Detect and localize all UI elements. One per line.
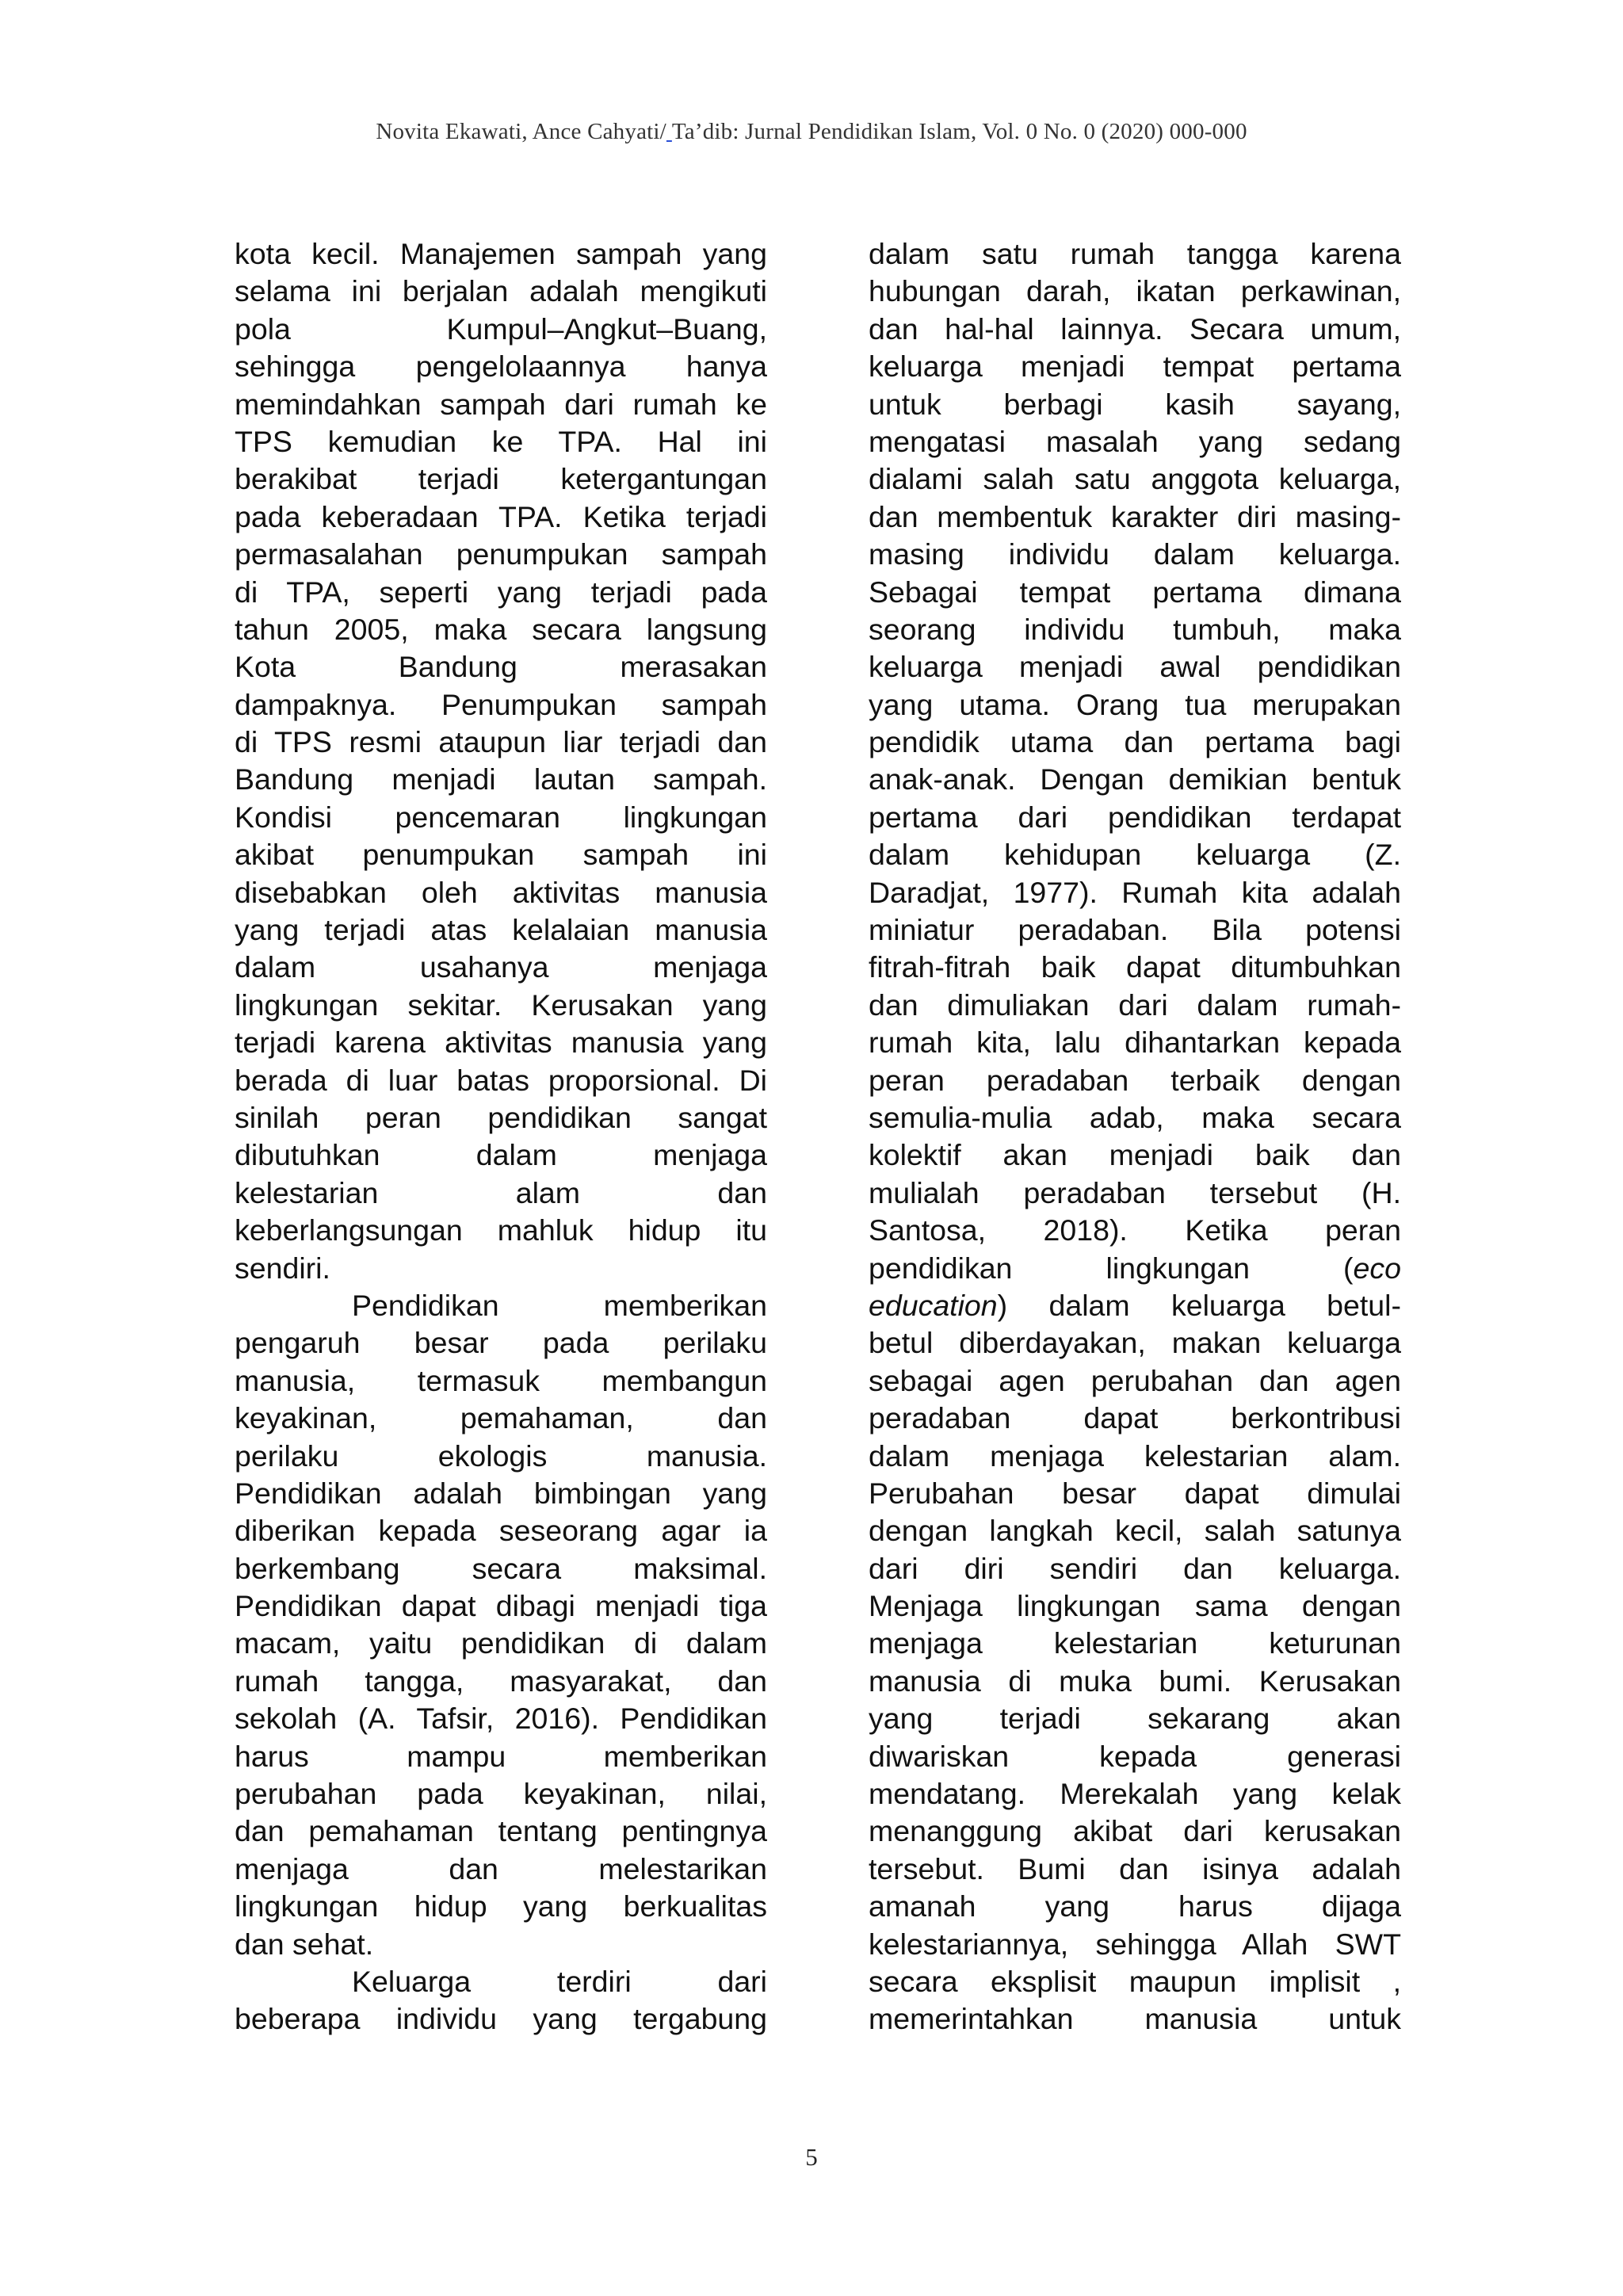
line-text: berkembang secara maksimal. <box>235 1551 767 1585</box>
running-header <box>0 119 1623 145</box>
line-text: berakibat terjadi ketergantungan <box>235 462 767 496</box>
line-text: mendatang. Merekalah yang kelak <box>869 1777 1401 1811</box>
text-line <box>235 348 767 385</box>
text-line <box>235 1550 767 1587</box>
text-line <box>235 1062 767 1099</box>
line-text: keluarga menjadi tempat pertama <box>869 350 1401 384</box>
text-line <box>235 1587 767 1625</box>
text-line <box>235 1099 767 1137</box>
line-text: sinilah peran pendidikan sangat <box>235 1100 767 1134</box>
line-text: kelestarian alam dan <box>235 1175 767 1209</box>
line-text: disebabkan oleh aktivitas manusia <box>235 875 767 909</box>
text-line <box>869 1400 1401 1437</box>
line-text: perubahan pada keyakinan, nilai, <box>235 1777 767 1811</box>
text-line <box>235 686 767 724</box>
text-line <box>869 1700 1401 1737</box>
text-line <box>869 1362 1401 1400</box>
text-line <box>869 386 1401 423</box>
text-line <box>235 1137 767 1174</box>
line-text: fitrah-fitrah baik dapat ditumbuhkan <box>869 950 1401 984</box>
line-text: seorang individu tumbuh, maka <box>869 612 1401 646</box>
line-text: kolektif akan menjadi baik dan <box>869 1138 1401 1172</box>
line-text: sekolah (A. Tafsir, 2016). Pendidikan <box>235 1702 767 1736</box>
text-line <box>235 1926 767 1963</box>
line-text: manusia, termasuk membangun <box>235 1363 767 1397</box>
text-line <box>235 1813 767 1850</box>
text-line <box>869 611 1401 648</box>
line-text: di TPA, seperti yang terjadi pada <box>235 575 767 609</box>
text-line <box>235 1212 767 1249</box>
text-line <box>235 648 767 686</box>
text-line <box>869 1888 1401 1925</box>
line-text: Pendidikan dapat dibagi menjadi tiga <box>235 1589 767 1623</box>
line-text: pendidik utama dan pertama bagi <box>869 725 1401 759</box>
line-text: berada di luar batas proporsional. Di <box>235 1063 767 1097</box>
line-text: kota kecil. Manajemen sampah yang <box>235 237 767 270</box>
text-line <box>235 1287 767 1324</box>
text-line <box>869 348 1401 385</box>
text-line <box>235 1738 767 1775</box>
text-line <box>235 2000 767 2038</box>
header-journal-citation: Ta’dib: Jurnal Pendidikan Islam, Vol. 0 No. 0 (2020) 000-000 <box>671 119 1247 144</box>
line-text: miniatur peradaban. Bila potensi <box>869 913 1401 947</box>
text-line <box>235 1963 767 2000</box>
text-line <box>869 799 1401 836</box>
line-text: kelestariannya, sehingga Allah SWT <box>869 1927 1401 1961</box>
text-line <box>869 761 1401 798</box>
line-text: menjaga kelestarian keturunan <box>869 1626 1401 1660</box>
text-line <box>869 574 1401 611</box>
line-text: secara eksplisit maupun implisit , <box>869 1964 1401 1998</box>
text-line <box>235 799 767 836</box>
line-text: diwariskan kepada generasi <box>869 1739 1401 1773</box>
line-text: TPS kemudian ke TPA. Hal ini <box>235 424 767 458</box>
line-text: memerintahkan manusia untuk <box>869 2002 1401 2036</box>
line-text: akibat penumpukan sampah ini <box>235 838 767 872</box>
line-text: untuk berbagi kasih sayang, <box>869 387 1401 421</box>
line-text: dan hal-hal lainnya. Secara umum, <box>869 311 1401 346</box>
text-line <box>869 874 1401 911</box>
text-line <box>235 1851 767 1888</box>
text-line <box>869 2000 1401 2038</box>
line-text: masing individu dalam keluarga. <box>869 537 1401 571</box>
line-text: dari diri sendiri dan keluarga. <box>869 1551 1401 1585</box>
text-line <box>235 1438 767 1475</box>
text-line <box>869 1062 1401 1099</box>
line-text: pertama dari pendidikan terdapat <box>869 800 1401 834</box>
text-line <box>869 1663 1401 1700</box>
text-line <box>869 1738 1401 1775</box>
line-text: yang terjadi sekarang akan <box>869 1702 1401 1736</box>
text-line <box>869 1475 1401 1512</box>
text-line <box>235 987 767 1024</box>
text-line <box>235 1625 767 1662</box>
header-separator-link[interactable] <box>666 119 672 144</box>
text-line <box>235 386 767 423</box>
line-text: menanggung akibat dari kerusakan <box>869 1814 1401 1848</box>
text-line <box>869 648 1401 686</box>
line-text: dan sehat. <box>235 1927 374 1961</box>
text-line <box>235 949 767 986</box>
line-text: selama ini berjalan adalah mengikuti <box>235 274 767 308</box>
line-text: pola Kumpul–Angkut–Buang, <box>235 311 767 346</box>
text-line <box>869 499 1401 536</box>
line-text: rumah kita, lalu dihantarkan kepada <box>869 1026 1401 1060</box>
line-text: pendidikan lingkungan ( <box>869 1251 1354 1285</box>
line-text: lingkungan hidup yang berkualitas <box>235 1889 767 1924</box>
text-line <box>869 1287 1401 1324</box>
line-text: menjaga dan melestarikan <box>235 1851 767 1885</box>
text-line <box>235 1175 767 1212</box>
right-text-column <box>869 235 1401 2038</box>
text-line <box>869 1963 1401 2000</box>
line-text: keberlangsungan mahluk hidup itu <box>235 1213 767 1247</box>
text-line <box>235 911 767 949</box>
text-line <box>235 611 767 648</box>
line-text: hubungan darah, ikatan perkawinan, <box>869 274 1401 308</box>
line-text: pada keberadaan TPA. Ketika terjadi <box>235 499 767 533</box>
line-text: dengan langkah kecil, salah satunya <box>869 1514 1401 1548</box>
text-line <box>869 1775 1401 1813</box>
text-line <box>235 761 767 798</box>
line-text: beberapa individu yang tergabung <box>235 2002 767 2036</box>
line-text: dan pemahaman tentang pentingnya <box>235 1814 767 1848</box>
text-line <box>869 1550 1401 1587</box>
line-text: manusia di muka bumi. Kerusakan <box>869 1664 1401 1698</box>
text-line <box>869 1813 1401 1850</box>
text-line <box>235 1324 767 1362</box>
line-text: dampaknya. Penumpukan sampah <box>235 687 767 721</box>
line-text: pengaruh besar pada perilaku <box>235 1326 767 1360</box>
text-line <box>869 836 1401 873</box>
text-line <box>869 724 1401 761</box>
text-line <box>235 235 767 273</box>
text-line <box>869 235 1401 273</box>
text-line <box>235 423 767 460</box>
left-text-column <box>235 235 767 2038</box>
text-line <box>235 1475 767 1512</box>
page-number: 5 <box>805 2143 818 2171</box>
text-line <box>869 1175 1401 1212</box>
text-line <box>235 874 767 911</box>
line-text: dalam kehidupan keluarga (Z. <box>869 838 1401 872</box>
line-text: Sebagai tempat pertama dimana <box>869 575 1401 609</box>
text-line <box>235 311 767 348</box>
line-text: terjadi karena aktivitas manusia yang <box>235 1026 767 1060</box>
line-text: sendiri. <box>235 1251 330 1285</box>
text-line <box>235 1024 767 1061</box>
text-line <box>869 273 1401 310</box>
text-line <box>869 949 1401 986</box>
text-line <box>235 724 767 761</box>
text-line <box>235 1400 767 1437</box>
text-line <box>869 987 1401 1024</box>
line-text: perilaku ekologis manusia. <box>235 1438 767 1473</box>
text-line <box>869 1438 1401 1475</box>
text-line <box>235 1888 767 1925</box>
line-text: dalam usahanya menjaga <box>235 950 767 984</box>
text-line <box>869 423 1401 460</box>
text-line <box>235 1512 767 1549</box>
line-text: dalam menjaga kelestarian alam. <box>869 1438 1401 1473</box>
line-text: rumah tangga, masyarakat, dan <box>235 1664 767 1698</box>
text-line <box>869 1625 1401 1662</box>
line-text: macam, yaitu pendidikan di dalam <box>235 1626 767 1660</box>
text-line <box>235 574 767 611</box>
text-line <box>869 1137 1401 1174</box>
line-text: amanah yang harus dijaga <box>869 1889 1401 1924</box>
text-line <box>869 311 1401 348</box>
line-text: dialami salah satu anggota keluarga, <box>869 462 1401 496</box>
italic-term: eco <box>1353 1251 1401 1285</box>
line-text: Menjaga lingkungan sama dengan <box>869 1589 1401 1623</box>
text-line <box>235 1663 767 1700</box>
text-line <box>235 1700 767 1737</box>
line-text: Kondisi pencemaran lingkungan <box>235 800 767 834</box>
text-line <box>869 536 1401 573</box>
text-line <box>235 273 767 310</box>
line-text: yang terjadi atas kelalaian manusia <box>235 913 767 947</box>
line-text: Daradjat, 1977). Rumah kita adalah <box>869 875 1401 909</box>
line-text: keluarga menjadi awal pendidikan <box>869 650 1401 684</box>
text-line <box>235 1362 767 1400</box>
text-line <box>869 1024 1401 1061</box>
line-text: Bandung menjadi lautan sampah. <box>235 762 767 797</box>
line-text: ) dalam keluarga betul- <box>997 1288 1401 1322</box>
text-line <box>869 460 1401 498</box>
italic-term: education <box>869 1288 998 1322</box>
text-line <box>869 1587 1401 1625</box>
line-text: Pendidikan adalah bimbingan yang <box>235 1476 767 1510</box>
line-text: Santosa, 2018). Ketika peran <box>869 1213 1401 1247</box>
text-line <box>235 499 767 536</box>
line-text: permasalahan penumpukan sampah <box>235 537 767 571</box>
line-text: Pendidikan memberikan <box>352 1288 767 1322</box>
header-authors: Novita Ekawati, Ance Cahyati/ <box>376 119 666 144</box>
line-text: Perubahan besar dapat dimulai <box>869 1476 1401 1510</box>
line-text: lingkungan sekitar. Kerusakan yang <box>235 988 767 1022</box>
line-text: sehingga pengelolaannya hanya <box>235 350 767 384</box>
line-text: peran peradaban terbaik dengan <box>869 1063 1401 1097</box>
text-line <box>235 1775 767 1813</box>
text-line <box>869 686 1401 724</box>
line-text: memindahkan sampah dari rumah ke <box>235 387 767 421</box>
line-text: semulia-mulia adab, maka secara <box>869 1100 1401 1134</box>
line-text: Kota Bandung merasakan <box>235 650 767 684</box>
text-line <box>235 1250 767 1287</box>
line-text: di TPS resmi ataupun liar terjadi dan <box>235 725 767 759</box>
line-text: Keluarga terdiri dari <box>352 1964 767 1998</box>
line-text: dan membentuk karakter diri masing- <box>869 499 1401 533</box>
line-text: betul diberdayakan, makan keluarga <box>869 1326 1401 1360</box>
text-line <box>869 1099 1401 1137</box>
text-line <box>869 1512 1401 1549</box>
line-text: sebagai agen perubahan dan agen <box>869 1363 1401 1397</box>
text-line <box>235 836 767 873</box>
line-text: dalam satu rumah tangga karena <box>869 237 1401 270</box>
line-text: keyakinan, pemahaman, dan <box>235 1401 767 1435</box>
line-text: mulialah peradaban tersebut (H. <box>869 1175 1401 1209</box>
line-text: dibutuhkan dalam menjaga <box>235 1138 767 1172</box>
line-text: dan dimuliakan dari dalam rumah- <box>869 988 1401 1022</box>
line-text: anak-anak. Dengan demikian bentuk <box>869 762 1401 797</box>
line-text: peradaban dapat berkontribusi <box>869 1401 1401 1435</box>
line-text: tersebut. Bumi dan isinya adalah <box>869 1851 1401 1885</box>
line-text: diberikan kepada seseorang agar ia <box>235 1514 767 1548</box>
text-line <box>869 911 1401 949</box>
line-text: mengatasi masalah yang sedang <box>869 424 1401 458</box>
line-text: yang utama. Orang tua merupakan <box>869 687 1401 721</box>
text-line <box>869 1851 1401 1888</box>
text-line <box>869 1324 1401 1362</box>
line-text: tahun 2005, maka secara langsung <box>235 612 767 646</box>
text-line <box>235 460 767 498</box>
text-line <box>869 1926 1401 1963</box>
text-line <box>235 536 767 573</box>
text-line <box>869 1250 1401 1287</box>
line-text: harus mampu memberikan <box>235 1739 767 1773</box>
text-line <box>869 1212 1401 1249</box>
